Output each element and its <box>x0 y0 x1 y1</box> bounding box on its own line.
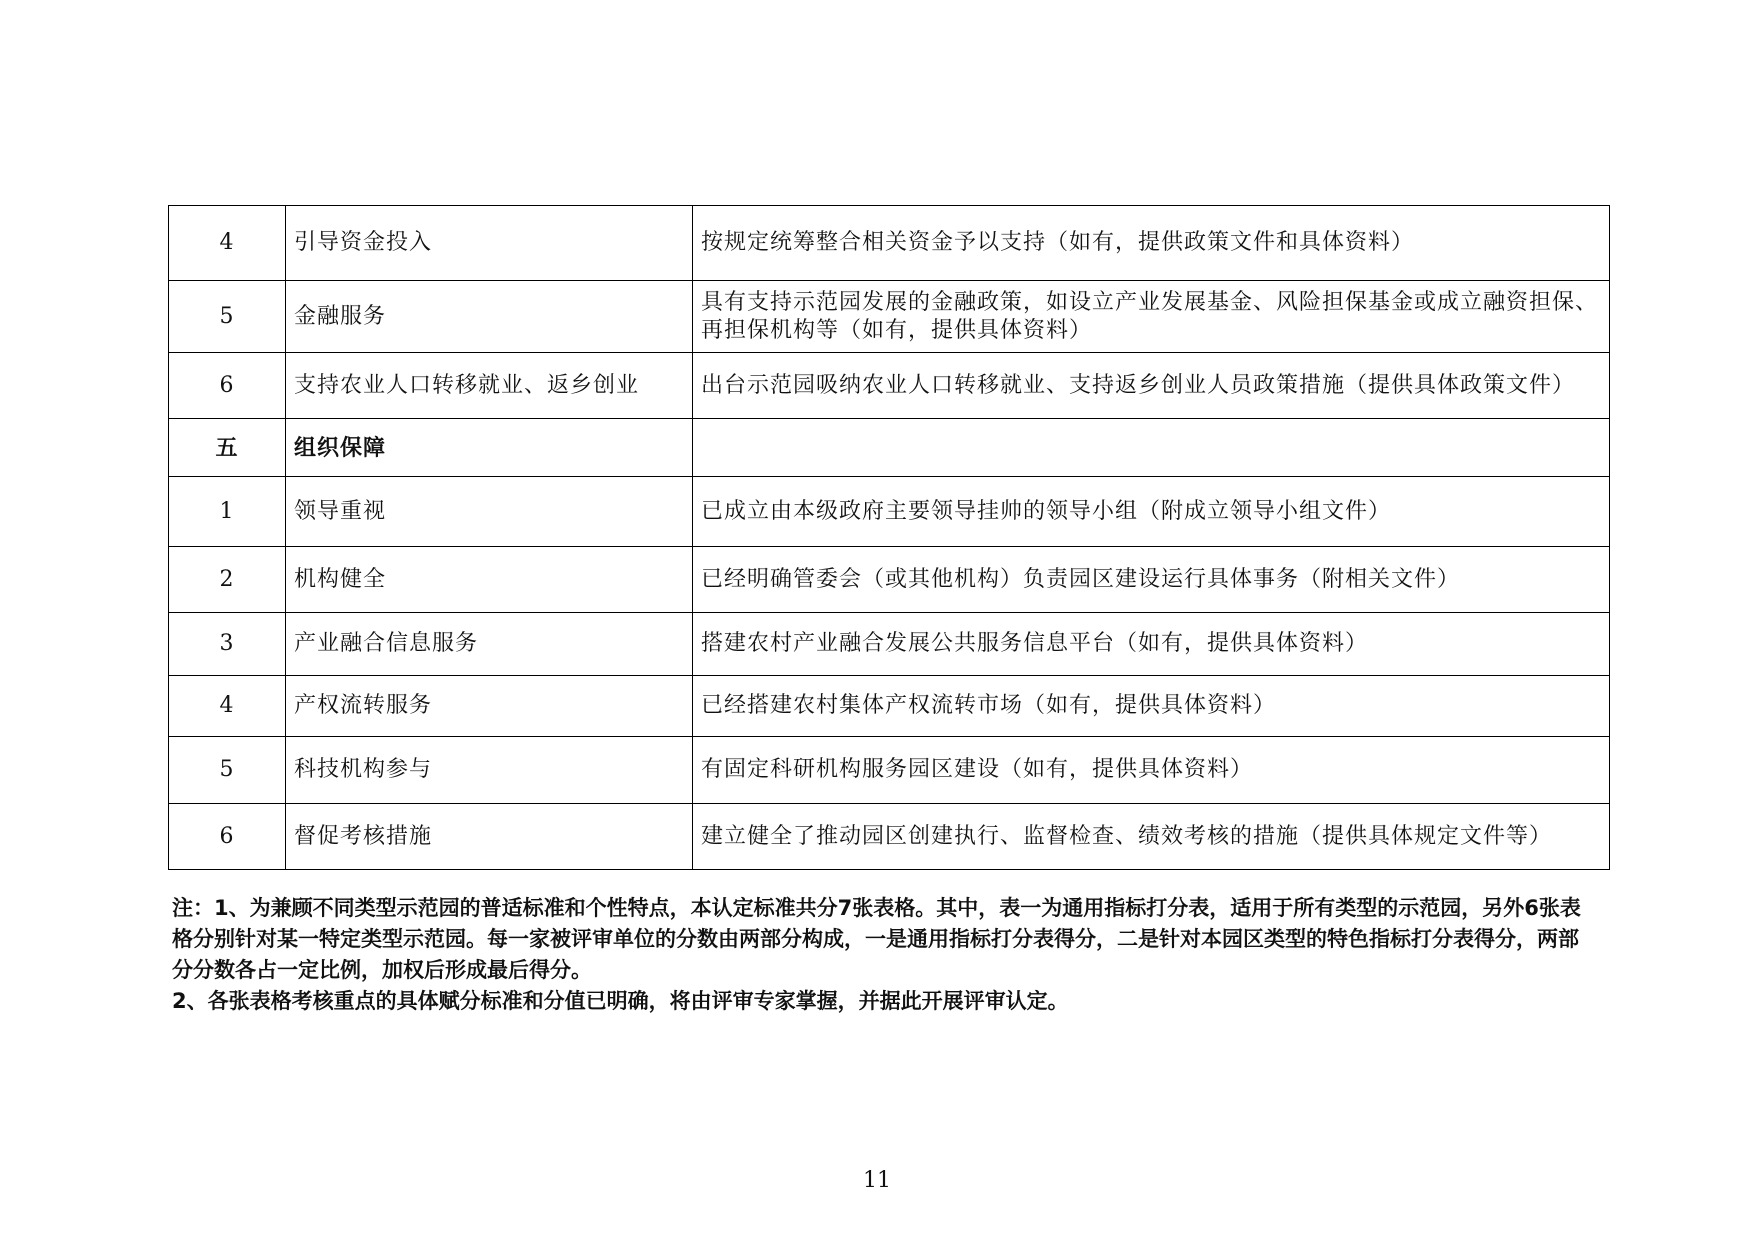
section-title: 组织保障 <box>286 419 693 477</box>
row-item: 金融服务 <box>286 281 693 353</box>
row-number: 4 <box>169 676 286 737</box>
section-row <box>169 419 1610 477</box>
row-description: 出台示范园吸纳农业人口转移就业、支持返乡创业人员政策措施（提供具体政策文件） <box>693 353 1610 419</box>
table-row <box>169 613 1610 676</box>
row-item: 产业融合信息服务 <box>286 613 693 676</box>
row-number: 6 <box>169 353 286 419</box>
table-row <box>169 676 1610 737</box>
table-row <box>169 804 1610 870</box>
row-number: 3 <box>169 613 286 676</box>
row-item: 机构健全 <box>286 547 693 613</box>
row-item: 引导资金投入 <box>286 206 693 281</box>
row-number: 5 <box>169 737 286 804</box>
note-1: 注：1、为兼顾不同类型示范园的普适标准和个性特点，本认定标准共分7张表格。其中，表一为通用指标打分表，适用于所有类型的示范园，另外6张表格分别针对某一特定类型示范园。每一家被评审单位的分数由两部分构成，一是通用指标打分表得分，二是针对本园区类型的特色指标打分表得分，两部分分数各占一定比例，加权后形成最后得分。 <box>172 896 1581 982</box>
row-description: 具有支持示范园发展的金融政策，如设立产业发展基金、风险担保基金或成立融资担保、再担保机构等（如有，提供具体资料） <box>693 281 1610 353</box>
row-description: 有固定科研机构服务园区建设（如有，提供具体资料） <box>693 737 1610 804</box>
row-number: 2 <box>169 547 286 613</box>
row-item: 领导重视 <box>286 477 693 547</box>
table-row <box>169 547 1610 613</box>
footnotes <box>172 893 1592 1017</box>
row-description: 已经明确管委会（或其他机构）负责园区建设运行具体事务（附相关文件） <box>693 547 1610 613</box>
table-row <box>169 281 1610 353</box>
row-description: 按规定统筹整合相关资金予以支持（如有，提供政策文件和具体资料） <box>693 206 1610 281</box>
row-description: 已成立由本级政府主要领导挂帅的领导小组（附成立领导小组文件） <box>693 477 1610 547</box>
row-item: 支持农业人口转移就业、返乡创业 <box>286 353 693 419</box>
row-number: 4 <box>169 206 286 281</box>
table-row <box>169 737 1610 804</box>
table-row <box>169 353 1610 419</box>
section-number: 五 <box>169 419 286 477</box>
table-row <box>169 206 1610 281</box>
row-description: 建立健全了推动园区创建执行、监督检查、绩效考核的措施（提供具体规定文件等） <box>693 804 1610 870</box>
row-number: 1 <box>169 477 286 547</box>
row-item: 科技机构参与 <box>286 737 693 804</box>
row-item: 产权流转服务 <box>286 676 693 737</box>
page-number: 11 <box>863 1168 891 1193</box>
row-item: 督促考核措施 <box>286 804 693 870</box>
note-2: 2、各张表格考核重点的具体赋分标准和分值已明确，将由评审专家掌握，并据此开展评审认定。 <box>172 989 1069 1013</box>
section-description <box>693 419 1610 477</box>
criteria-table <box>168 205 1610 870</box>
table-row <box>169 477 1610 547</box>
row-description: 已经搭建农村集体产权流转市场（如有，提供具体资料） <box>693 676 1610 737</box>
row-number: 5 <box>169 281 286 353</box>
row-number: 6 <box>169 804 286 870</box>
row-description: 搭建农村产业融合发展公共服务信息平台（如有，提供具体资料） <box>693 613 1610 676</box>
